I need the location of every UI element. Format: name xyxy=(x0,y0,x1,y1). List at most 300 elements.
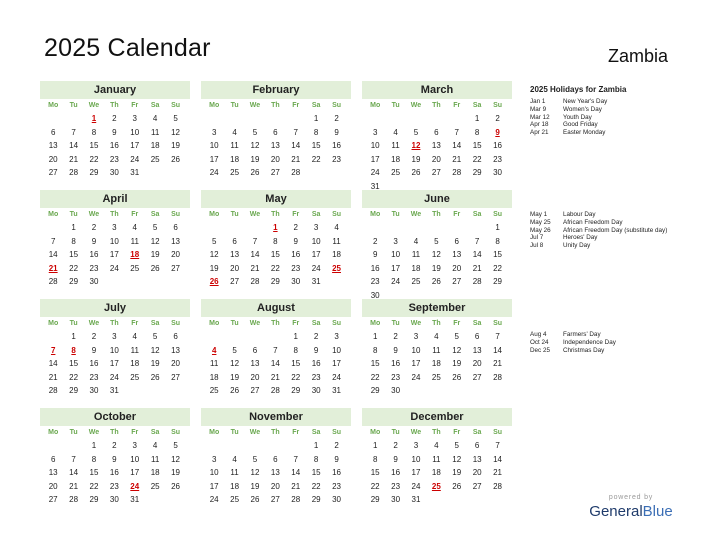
day-grid xyxy=(204,426,351,507)
month-june xyxy=(362,190,512,302)
powered-by-text: powered by xyxy=(608,494,654,501)
holiday-date: May 1 xyxy=(530,211,548,218)
day-cell: 22 xyxy=(69,263,79,273)
day-cell: 11 xyxy=(230,141,239,150)
day-grid xyxy=(204,208,351,289)
day-cell: 3 xyxy=(211,127,217,137)
weekday-label: We xyxy=(88,320,100,327)
empty-cell xyxy=(385,112,405,126)
month-november xyxy=(201,408,351,507)
day-cell: 13 xyxy=(472,345,482,355)
day-cell: 5 xyxy=(413,127,419,137)
day-cell: 30 xyxy=(89,386,99,395)
day-cell: 24 xyxy=(109,263,119,273)
day-cell: 22 xyxy=(291,372,301,382)
weekday-label: Mo xyxy=(209,429,220,436)
day-cell: 10 xyxy=(411,345,421,355)
day-cell: 16 xyxy=(391,359,401,368)
day-cell: 7 xyxy=(252,236,258,246)
day-cell: 21 xyxy=(493,359,502,368)
day-cell: 12 xyxy=(150,345,160,355)
day-cell: 6 xyxy=(474,441,480,450)
day-cell: 23 xyxy=(391,481,401,491)
weekday-label: We xyxy=(88,102,100,109)
empty-cell xyxy=(43,330,63,344)
day-cell: 23 xyxy=(332,481,341,491)
day-cell: 8 xyxy=(293,345,298,355)
day-cell: 10 xyxy=(209,141,219,150)
month-header: August xyxy=(201,299,351,317)
day-cell: 1 xyxy=(71,223,76,232)
day-cell: 24 xyxy=(411,372,421,382)
empty-cell xyxy=(265,112,285,126)
day-cell: 1 xyxy=(313,441,319,450)
day-cell: 21 xyxy=(493,468,502,477)
weekday-label: Sa xyxy=(311,102,321,109)
day-cell: 5 xyxy=(152,332,158,341)
holiday-day: 25 xyxy=(332,263,341,273)
day-cell: 26 xyxy=(150,263,160,273)
holiday-entry xyxy=(530,129,690,137)
month-header: June xyxy=(362,190,512,208)
day-cell: 12 xyxy=(150,236,160,246)
weekday-label: Sa xyxy=(150,429,160,436)
day-cell: 21 xyxy=(452,154,462,164)
day-cell: 15 xyxy=(89,141,99,150)
day-cell: 13 xyxy=(48,141,58,150)
day-cell: 25 xyxy=(230,168,240,177)
empty-cell xyxy=(286,439,306,453)
weekday-label: Fr xyxy=(453,102,461,109)
weekday-label: Fr xyxy=(131,211,139,218)
day-cell: 5 xyxy=(232,345,237,355)
weekday-label: We xyxy=(249,102,261,109)
day-cell: 14 xyxy=(270,359,280,368)
day-cell: 29 xyxy=(370,386,380,395)
day-cell: 26 xyxy=(411,168,421,177)
day-cell: 25 xyxy=(230,495,240,504)
weekday-label: Fr xyxy=(292,320,300,327)
holiday-name: New Year's Day xyxy=(563,98,608,105)
weekday-label: Su xyxy=(493,102,503,109)
weekday-label: Su xyxy=(493,320,503,327)
day-cell: 27 xyxy=(270,168,280,177)
day-cell: 12 xyxy=(452,345,462,355)
day-cell: 22 xyxy=(370,372,380,382)
day-cell: 20 xyxy=(452,263,462,273)
day-cell: 7 xyxy=(71,127,76,137)
day-cell: 4 xyxy=(132,223,137,232)
day-cell: 6 xyxy=(173,223,178,232)
day-cell: 18 xyxy=(391,154,401,164)
weekday-label: Sa xyxy=(472,320,482,327)
day-cell: 30 xyxy=(89,277,99,286)
weekday-label: Tu xyxy=(69,102,78,109)
day-cell: 20 xyxy=(48,481,58,491)
day-cell: 4 xyxy=(334,223,339,232)
day-cell: 7 xyxy=(293,454,298,464)
day-cell: 13 xyxy=(48,468,58,477)
weekday-label: Tu xyxy=(391,102,400,109)
empty-cell xyxy=(43,221,63,235)
weekday-label: Th xyxy=(271,429,280,436)
day-cell: 23 xyxy=(109,481,119,491)
day-cell: 8 xyxy=(372,345,378,355)
day-cell: 6 xyxy=(232,236,237,246)
day-cell: 27 xyxy=(452,277,462,286)
day-cell: 31 xyxy=(130,495,140,504)
weekday-label: Fr xyxy=(453,320,461,327)
holiday-day: 12 xyxy=(411,141,421,150)
day-cell: 2 xyxy=(112,441,117,450)
weekday-label: Fr xyxy=(292,102,300,109)
day-grid xyxy=(365,99,512,193)
day-cell: 23 xyxy=(370,277,380,286)
day-cell: 23 xyxy=(391,372,401,382)
day-cell: 21 xyxy=(69,154,79,164)
month-header: October xyxy=(40,408,190,426)
day-cell: 30 xyxy=(370,290,380,300)
day-cell: 20 xyxy=(171,250,180,259)
day-cell: 28 xyxy=(493,481,502,491)
day-cell: 28 xyxy=(291,168,301,177)
day-cell: 2 xyxy=(293,223,298,232)
day-cell: 4 xyxy=(152,114,158,123)
day-cell: 20 xyxy=(230,263,240,273)
day-cell: 22 xyxy=(89,154,99,164)
day-cell: 29 xyxy=(69,386,79,395)
day-cell: 2 xyxy=(112,114,117,123)
empty-cell xyxy=(245,112,265,126)
day-cell: 20 xyxy=(472,468,482,477)
day-cell: 19 xyxy=(150,359,160,368)
day-cell: 16 xyxy=(493,141,502,150)
day-cell: 25 xyxy=(209,386,219,395)
day-cell: 2 xyxy=(393,441,398,450)
day-cell: 3 xyxy=(413,332,419,341)
day-cell: 30 xyxy=(391,386,401,395)
day-cell: 6 xyxy=(252,345,258,355)
weekday-label: Tu xyxy=(69,320,78,327)
day-cell: 23 xyxy=(89,263,99,273)
weekday-label: We xyxy=(410,211,422,218)
empty-cell xyxy=(265,330,285,344)
day-cell: 14 xyxy=(452,141,462,150)
day-cell: 16 xyxy=(109,468,119,477)
day-cell: 29 xyxy=(311,495,321,504)
day-cell: 10 xyxy=(311,236,321,246)
weekday-label: Su xyxy=(171,429,181,436)
holiday-day: 7 xyxy=(50,345,56,355)
empty-cell xyxy=(426,221,446,235)
day-cell: 10 xyxy=(370,141,380,150)
day-cell: 22 xyxy=(89,481,99,491)
day-cell: 23 xyxy=(493,154,502,164)
weekday-label: Th xyxy=(110,429,119,436)
weekday-label: We xyxy=(88,211,100,218)
day-cell: 25 xyxy=(391,168,401,177)
weekday-label: Tu xyxy=(230,211,239,218)
day-cell: 8 xyxy=(71,236,76,246)
day-cell: 29 xyxy=(270,277,280,286)
month-september xyxy=(362,299,512,398)
holiday-name: Farmers' Day xyxy=(563,331,601,338)
weekday-label: Sa xyxy=(150,102,160,109)
day-cell: 27 xyxy=(171,372,180,382)
day-cell: 6 xyxy=(273,127,278,137)
day-cell: 4 xyxy=(132,332,137,341)
day-cell: 11 xyxy=(230,468,239,477)
day-cell: 28 xyxy=(250,277,260,286)
weekday-label: Mo xyxy=(48,320,59,327)
day-cell: 24 xyxy=(209,168,219,177)
day-cell: 29 xyxy=(69,277,79,286)
weekday-label: Th xyxy=(271,320,280,327)
day-cell: 31 xyxy=(332,386,341,395)
day-cell: 19 xyxy=(452,468,462,477)
day-cell: 26 xyxy=(171,481,180,491)
day-cell: 19 xyxy=(431,263,441,273)
day-cell: 9 xyxy=(112,454,117,464)
day-cell: 28 xyxy=(69,168,79,177)
day-cell: 22 xyxy=(69,372,79,382)
day-cell: 17 xyxy=(109,250,119,259)
weekday-label: Th xyxy=(432,320,441,327)
day-cell: 8 xyxy=(273,236,278,246)
day-cell: 26 xyxy=(431,277,441,286)
holiday-day: 9 xyxy=(495,127,500,137)
day-cell: 9 xyxy=(91,236,97,246)
day-grid xyxy=(204,317,351,398)
day-cell: 26 xyxy=(150,372,160,382)
day-cell: 3 xyxy=(372,127,378,137)
holiday-name: Easter Monday xyxy=(563,129,606,137)
day-cell: 31 xyxy=(370,181,380,191)
day-cell: 4 xyxy=(434,441,439,450)
empty-cell xyxy=(286,112,306,126)
weekday-label: Th xyxy=(271,211,280,218)
day-cell: 7 xyxy=(50,236,56,246)
weekday-label: Tu xyxy=(391,429,400,436)
empty-cell xyxy=(365,221,385,235)
day-cell: 29 xyxy=(291,386,301,395)
day-cell: 20 xyxy=(431,154,441,164)
day-cell: 10 xyxy=(411,454,421,464)
day-cell: 15 xyxy=(89,468,99,477)
day-cell: 23 xyxy=(291,263,301,273)
day-cell: 3 xyxy=(132,114,137,123)
weekday-label: Su xyxy=(171,211,181,218)
month-august xyxy=(201,299,351,398)
day-cell: 13 xyxy=(452,250,462,259)
day-cell: 14 xyxy=(48,250,58,259)
weekday-label: Mo xyxy=(209,320,220,327)
day-cell: 27 xyxy=(270,495,280,504)
weekday-label: Tu xyxy=(391,320,400,327)
holiday-entry xyxy=(530,234,690,242)
day-cell: 9 xyxy=(372,250,378,259)
day-cell: 8 xyxy=(495,236,500,246)
weekday-label: Fr xyxy=(453,429,461,436)
day-cell: 1 xyxy=(71,332,76,341)
day-cell: 3 xyxy=(112,332,117,341)
empty-cell xyxy=(204,439,224,453)
day-cell: 11 xyxy=(332,236,341,246)
holiday-day: 25 xyxy=(431,481,441,491)
holiday-entry xyxy=(530,339,690,347)
weekday-label: Tu xyxy=(391,211,400,218)
day-cell: 18 xyxy=(431,359,441,368)
empty-cell xyxy=(43,112,63,126)
day-cell: 26 xyxy=(230,386,240,395)
weekday-label: We xyxy=(249,429,261,436)
day-cell: 27 xyxy=(230,277,240,286)
holiday-date: Oct 24 xyxy=(530,338,549,346)
day-cell: 12 xyxy=(171,127,180,137)
day-cell: 16 xyxy=(89,359,99,368)
day-cell: 7 xyxy=(454,127,459,137)
day-grid xyxy=(43,99,190,180)
weekday-label: Sa xyxy=(150,320,160,327)
day-cell: 24 xyxy=(370,168,380,177)
day-cell: 31 xyxy=(130,168,140,177)
weekday-label: Tu xyxy=(230,102,239,109)
day-cell: 11 xyxy=(432,454,441,464)
day-cell: 1 xyxy=(495,223,500,232)
day-cell: 12 xyxy=(171,454,180,464)
day-cell: 17 xyxy=(391,263,401,273)
weekday-label: Th xyxy=(432,102,441,109)
day-cell: 17 xyxy=(411,359,421,368)
holiday-name: Women's Day xyxy=(563,105,602,113)
day-cell: 1 xyxy=(91,441,97,450)
day-cell: 11 xyxy=(150,127,160,137)
weekday-label: Fr xyxy=(453,211,461,218)
day-cell: 10 xyxy=(130,454,140,464)
day-cell: 8 xyxy=(474,127,480,137)
day-cell: 19 xyxy=(411,154,421,164)
day-cell: 25 xyxy=(130,372,140,382)
day-cell: 12 xyxy=(250,141,260,150)
weekday-label: Mo xyxy=(370,320,381,327)
month-header: July xyxy=(40,299,190,317)
holiday-date: Dec 25 xyxy=(530,346,550,354)
day-cell: 8 xyxy=(372,454,378,464)
weekday-label: Th xyxy=(432,211,441,218)
day-cell: 11 xyxy=(411,250,421,259)
day-grid xyxy=(43,426,190,507)
day-cell: 28 xyxy=(270,386,280,395)
month-march xyxy=(362,81,512,193)
day-cell: 28 xyxy=(472,277,482,286)
day-cell: 29 xyxy=(493,277,502,286)
day-cell: 9 xyxy=(313,345,319,355)
day-cell: 15 xyxy=(270,250,280,259)
day-grid xyxy=(43,317,190,398)
day-cell: 15 xyxy=(493,250,502,259)
day-cell: 18 xyxy=(150,141,160,150)
day-cell: 15 xyxy=(69,250,79,259)
day-cell: 5 xyxy=(454,332,459,341)
month-header: September xyxy=(362,299,512,317)
empty-cell xyxy=(204,330,224,344)
day-cell: 19 xyxy=(452,359,462,368)
empty-cell xyxy=(406,221,426,235)
day-cell: 13 xyxy=(472,454,482,464)
day-cell: 2 xyxy=(313,332,319,341)
day-cell: 14 xyxy=(48,359,58,368)
day-cell: 15 xyxy=(311,141,321,150)
holidays-title: 2025 Holidays for Zambia xyxy=(530,85,627,94)
day-cell: 31 xyxy=(411,495,421,504)
holiday-day: 21 xyxy=(48,263,58,273)
day-cell: 16 xyxy=(109,141,119,150)
day-cell: 23 xyxy=(89,372,99,382)
day-cell: 1 xyxy=(313,114,319,123)
day-cell: 17 xyxy=(370,154,380,164)
holiday-day: 26 xyxy=(209,277,219,286)
day-cell: 5 xyxy=(434,236,439,246)
day-cell: 15 xyxy=(370,468,380,477)
day-cell: 20 xyxy=(270,154,280,164)
empty-cell xyxy=(224,439,244,453)
month-header: January xyxy=(40,81,190,99)
day-cell: 6 xyxy=(454,236,459,246)
month-february xyxy=(201,81,351,180)
day-cell: 3 xyxy=(334,332,339,341)
day-cell: 27 xyxy=(431,168,441,177)
day-cell: 14 xyxy=(69,141,79,150)
empty-cell xyxy=(426,112,446,126)
day-cell: 14 xyxy=(291,468,301,477)
day-cell: 2 xyxy=(334,114,339,123)
day-cell: 20 xyxy=(270,481,280,491)
day-cell: 11 xyxy=(150,454,160,464)
footer-brand xyxy=(588,494,674,520)
holiday-entry xyxy=(530,331,690,339)
day-cell: 19 xyxy=(230,372,240,382)
day-cell: 9 xyxy=(112,127,117,137)
day-cell: 9 xyxy=(334,454,339,464)
month-april xyxy=(40,190,190,289)
day-cell: 21 xyxy=(270,372,280,382)
weekday-label: Sa xyxy=(311,211,321,218)
holiday-entry xyxy=(530,98,690,106)
holiday-entry xyxy=(530,106,690,114)
weekday-label: Su xyxy=(493,211,503,218)
day-cell: 2 xyxy=(495,114,500,123)
day-cell: 5 xyxy=(252,454,258,464)
weekday-label: Th xyxy=(271,102,280,109)
day-grid xyxy=(365,208,512,302)
empty-cell xyxy=(63,112,83,126)
weekday-label: Tu xyxy=(69,211,78,218)
holiday-date: Mar 9 xyxy=(530,105,547,113)
day-cell: 4 xyxy=(232,127,237,137)
day-cell: 8 xyxy=(91,127,97,137)
day-cell: 15 xyxy=(472,141,482,150)
country-label: Zambia xyxy=(607,46,668,66)
month-header: December xyxy=(362,408,512,426)
day-cell: 1 xyxy=(474,114,480,123)
day-cell: 9 xyxy=(293,236,298,246)
day-cell: 7 xyxy=(293,127,298,137)
day-cell: 12 xyxy=(250,468,260,477)
day-cell: 25 xyxy=(431,372,441,382)
empty-cell xyxy=(447,221,467,235)
day-cell: 25 xyxy=(150,481,160,491)
day-cell: 14 xyxy=(69,468,79,477)
